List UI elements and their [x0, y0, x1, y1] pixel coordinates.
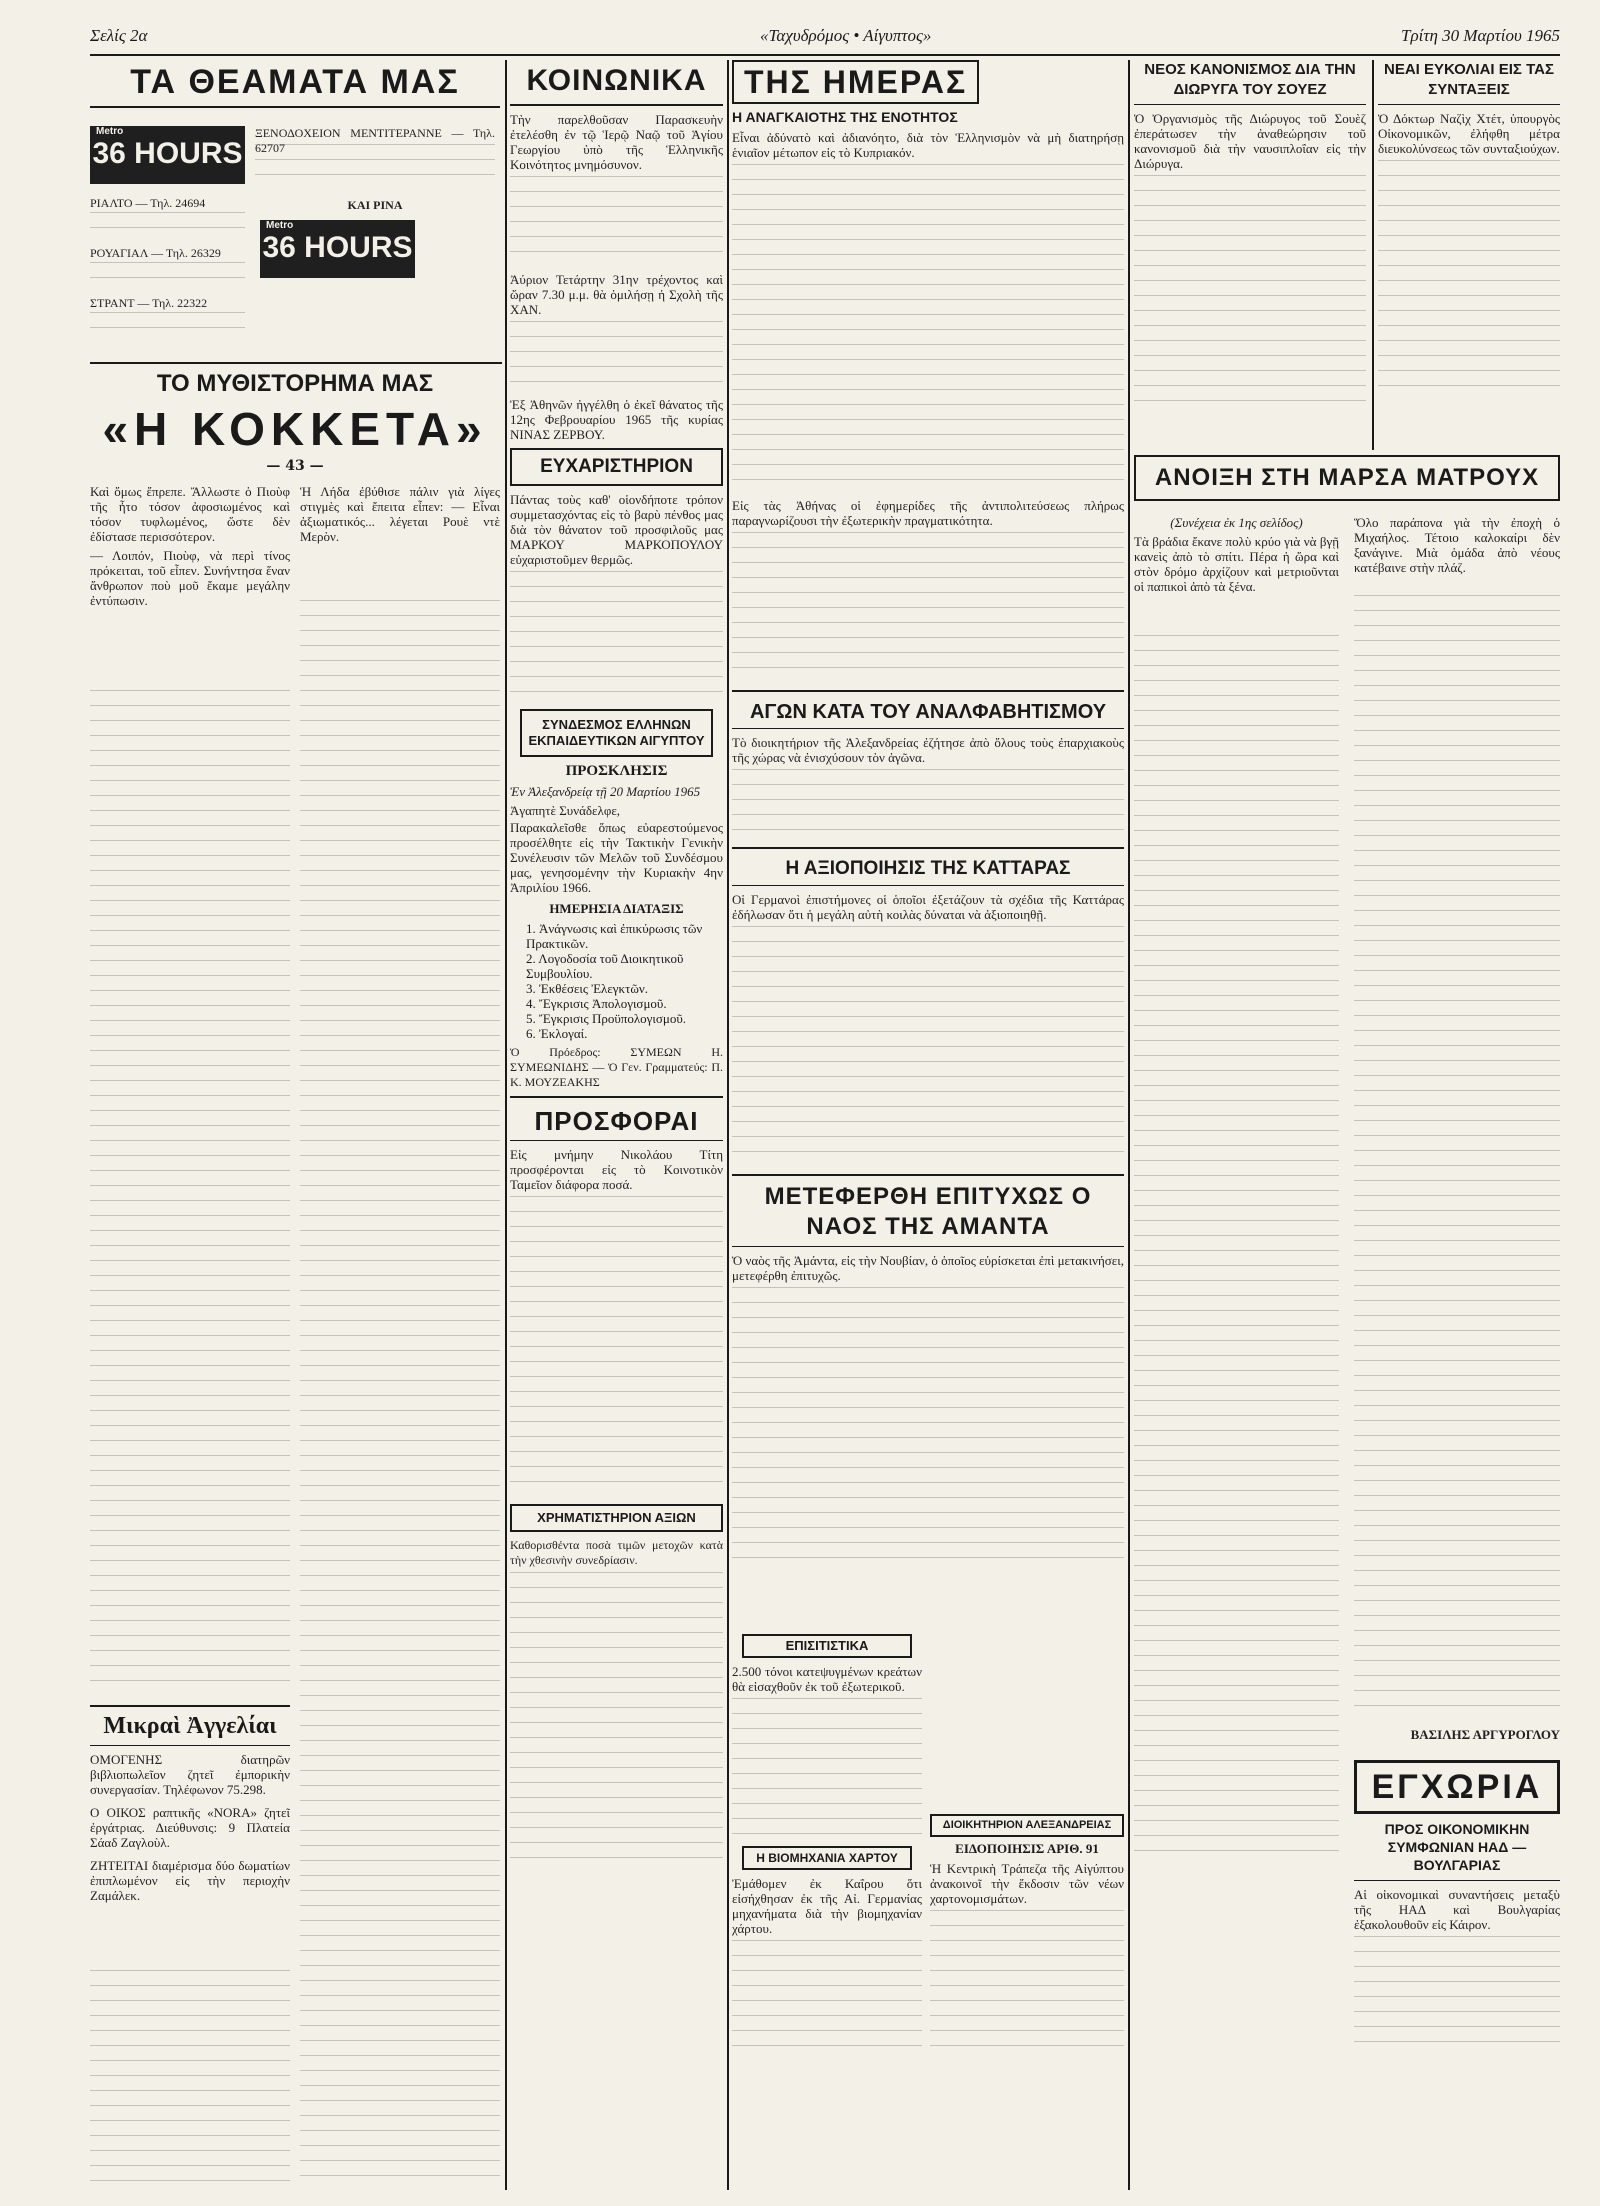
local-news-text: Αἱ οἰκονομικαὶ συναντήσεις μεταξὺ τῆς ΗΑΔ καὶ Βουλγαρίας ἐξακολουθοῦν εἰς Κάιρον. — [1354, 1887, 1560, 1932]
stock-exchange-text: Καθορισθέντα ποσὰ τιμῶν μετοχῶν κατὰ τὴν χθεσινὴν συνεδρίασιν. — [510, 1538, 723, 1567]
suez-title: ΝΕΟΣ ΚΑΝΟΝΙΣΜΟΣ ΔΙΑ ΤΗΝ ΔΙΩΡΥΓΑ ΤΟΥ ΣΟΥΕΖ — [1144, 61, 1356, 98]
section-title: ΤΑ ΘΕΑΜΑΤΑ ΜΑΣ — [130, 63, 460, 101]
pensions-text: Ὁ Δόκτωρ Ναζὶχ Χτέτ, ὑπουργὸς Οἰκονομικῶν, ἐλήφθη μέτρα διευκολύνσεως τῶν συνταξιούχων. — [1378, 111, 1560, 156]
social-paragraph: Ἐξ Ἀθηνῶν ἠγγέλθη ὁ ἐκεῖ θάνατος τῆς 12ης Φεβρουαρίου 1965 τῆς κυρίας ΝΙΝΑΣ ΖΕΡΒΟΥ. — [510, 397, 723, 442]
classified-ad: ΖΗΤΕΙΤΑΙ διαμέρισμα δύο δωματίων ἐπιπλωμένον εἰς τὴν περιοχὴν Ζαμάλεκ. — [90, 1858, 290, 1903]
offers-title: ΠΡΟΣΦΟΡΑΙ — [534, 1106, 699, 1136]
supply-title: ΕΠΙΣΙΤΙΣΤΙΚΑ — [785, 1638, 869, 1653]
feature-paragraph: Ὅλο παράπονα γιὰ τὴν ἐποχὴ ὁ Μιχαήλος. Τέτοιο καλοκαίρι δὲν ξανάγινε. Μιὰ ὁμάδα ἀπὸ νέους κατέβαινε στὴν πλάζ. — [1354, 515, 1560, 575]
invitation-dateline: Ἐν Ἀλεξανδρείᾳ τῇ 20 Μαρτίου 1965 — [510, 784, 701, 799]
literacy-text: Τὸ διοικητήριον τῆς Ἀλεξανδρείας ἐζήτησε ἀπὸ ὅλους τοὺς ἐπαρχιακοὺς τῆς χώρας νὰ ἐνισχύσουν τὸν ἀγῶνα. — [732, 735, 1124, 765]
novel-paragraph: — Λοιπόν, Πιοὺφ, νὰ περὶ τίνος πρόκειται, τοῦ εἶπεν. Συνήντησα ἕναν ἄνθρωπον ποὺ μοῦ ἔκαμε μεγάλην ἐντύπωσιν. — [90, 548, 290, 608]
agenda-list — [510, 921, 723, 1041]
temple-title: ΜΕΤΕΦΕΡΘΗ ΕΠΙΤΥΧΩΣ Ο ΝΑΟΣ ΤΗΣ ΑΜΑΝΤΑ — [764, 1183, 1092, 1240]
feature-paragraph: Τὰ βράδια ἔκανε πολὺ κρύο γιὰ νὰ βγῇ κανεὶς ἀπὸ τὸ σπίτι. Πέρα ἡ ὥρα καὶ στὸν δρόμο ἀρχίζουν καὶ μετριοῦνται οἱ παπικοὶ ἀπὸ τὰ ξένα. — [1134, 534, 1339, 594]
qattara-title: Η ΑΞΙΟΠΟΙΗΣΙΣ ΤΗΣ ΚΑΤΤΑΡΑΣ — [785, 858, 1071, 879]
pensions-title: ΝΕΑΙ ΕΥΚΟΛΙΑΙ ΕΙΣ ΤΑΣ ΣΥΝΤΑΞΕΙΣ — [1384, 61, 1554, 98]
suez-text: Ὁ Ὀργανισμὸς τῆς Διώρυγος τοῦ Σουὲζ ἐπεράτωσεν τὴν ἀναθεώρησιν τοῦ κανονισμοῦ διὰ τὴν ναυσιπλοΐαν εἰς τὴν Διώρυγα. — [1134, 111, 1366, 171]
classified-ad: Ο ΟΙΚΟΣ ραπτικῆς «NORA» ζητεῖ ἐργάτριας. Διεύθυνσις: 9 Πλατεία Σάαδ Ζαγλοὺλ. — [90, 1805, 290, 1850]
notice-box — [510, 448, 723, 486]
page-number: Σελίς 2α — [90, 26, 148, 45]
suez-section — [1134, 60, 1366, 450]
agenda-item: 2. Λογοδοσία τοῦ Διοικητικοῦ Συμβουλίου. — [526, 951, 684, 981]
governorate-box — [930, 1814, 1124, 1837]
agenda-item: 3. Ἐκθέσεις Ἐλεγκτῶν. — [526, 981, 649, 996]
column-rule — [1128, 60, 1130, 2190]
entertainment-section — [90, 60, 500, 360]
novel-body-text — [300, 600, 500, 2190]
agenda-item: 4. Ἔγκρισις Ἀπολογισμοῦ. — [526, 996, 667, 1011]
offers-text: Εἰς μνήμην Νικολάου Τίτη προσφέρονται εἰς τὸ Κοινοτικὸν Ταμεῖον διάφορα ποσά. — [510, 1147, 723, 1192]
continuation-note: (Συνέχεια ἐκ 1ης σελίδος) — [1170, 515, 1303, 530]
movie-caption: ΚΑΙ ΡΙΝΑ — [347, 198, 403, 212]
invitation-greeting: Ἀγαπητὲ Συνάδελφε, — [510, 803, 621, 818]
invitation-heading: ΠΡΟΣΚΛΗΣΙΣ — [565, 763, 668, 779]
column-rule — [727, 60, 729, 2190]
daily-paragraph: Εἶναι ἀδύνατὸ καὶ ἀδιανόητο, διὰ τὸν Ἑλληνισμὸν νὰ μὴ διατηρήσῃ ἑνιαῖον μέτωπον εἰς τὸ Κυπριακόν. — [732, 130, 1124, 160]
classified-ad: ΟΜΟΓΕΝΗΣ διατηρῶν βιβλιοπωλεῖον ζητεῖ ἐμπορικὴν συνεργασίαν. Τηλέφωνον 75.298. — [90, 1752, 290, 1797]
daily-paragraph: Εἰς τὰς Ἀθήνας οἱ ἐφημερίδες τῆς ἀντιπολιτεύσεως πλήρως παραγνωρίζουσι τὴν ἐξωτερικὴν πραγματικότητα. — [732, 498, 1124, 528]
social-paragraph: Ἀύριον Τετάρτην 31ην τρέχοντος καὶ ὥραν 7.30 μ.μ. θὰ ὁμιλήσῃ ἡ Σχολὴ τῆς ΧΑΝ. — [510, 272, 723, 317]
agenda-item: 5. Ἔγκρισις Προϋπολογισμοῦ. — [526, 1011, 687, 1026]
literacy-title: ΑΓΩΝ ΚΑΤΑ ΤΟΥ ΑΝΑΛΦΑΒΗΤΙΣΜΟΥ — [749, 701, 1107, 723]
novel-paragraph: Καὶ ὅμως ἔπρεπε. Ἄλλωστε ὁ Πιοὺφ τῆς ἦτο τόσον ἀφοσιωμένος καὶ τόσον τυφλωμένος, ὥστε δὲν ἐδίστασε περισσότερον. — [90, 484, 290, 544]
association-title: ΣΥΝΔΕΣΜΟΣ ΕΛΛΗΝΩΝ ΕΚΠΑΙΔΕΥΤΙΚΩΝ ΑΙΓΥΠΤΟΥ — [528, 717, 705, 748]
small-ads-title: Μικραὶ Ἀγγελίαι — [103, 1713, 277, 1739]
social-paragraph: Τὴν παρελθοῦσαν Παρασκευὴν ἐτελέσθη ἐν τῷ Ἱερῷ Ναῷ τοῦ Ἁγίου Γεωργίου ὑπὸ τῆς Ἑλληνικῆς Κοινότητος μνημόσυνον. — [510, 112, 723, 172]
social-column — [510, 60, 723, 2190]
cinema-listing: ΡΙΑΛΤΟ — Τηλ. 24694 — [90, 196, 206, 210]
daily-title-box — [732, 60, 979, 104]
local-news-title: ΕΓΧΩΡΙΑ — [1371, 1768, 1543, 1806]
novel-part: — 43 — — [266, 458, 324, 474]
stock-exchange-title: ΧΡΗΜΑΤΙΣΤΗΡΙΟΝ ΑΞΙΩΝ — [537, 1510, 696, 1525]
novel-title: «Η ΚΟΚΚΕΤΑ» — [102, 403, 488, 455]
notice-title: ΕΥΧΑΡΙΣΤΗΡΙΟΝ — [540, 456, 693, 477]
agenda-item: 6. Ἐκλογαί. — [526, 1026, 588, 1041]
masthead-name: «Ταχυδρόμος • Αίγυπτος» — [760, 26, 932, 45]
daily-title: ΤΗΣ ΗΜΕΡΑΣ — [744, 64, 968, 100]
header-rule — [90, 54, 1560, 56]
local-news-section — [1354, 1760, 1560, 2190]
paper-industry-box — [742, 1846, 912, 1870]
column-rule — [1372, 60, 1374, 450]
cinema-listing: ΡΟΥΑΓΙΑΛ — Τηλ. 26329 — [90, 246, 221, 260]
governorate-notice — [930, 1810, 1124, 2190]
notice-text: Πάντας τοὺς καθ' οἱονδήποτε τρόπον συμμετασχόντας εἰς τὸ βαρὺ πένθος μας διὰ τὸν θάνατον τοῦ προσφιλοῦς μας ΜΑΡΚΟΥ ΜΑΡΚΟΠΟΥΛΟΥ εὐχαριστοῦμεν θερμῶς. — [510, 492, 723, 567]
movie-ad: Metro 36 HOURS — [90, 126, 245, 184]
governorate-text: Ἡ Κεντρικὴ Τράπεζα τῆς Αἰγύπτου ἀνακοινοῖ τὴν ἔκδοσιν τῶν νέων χαρτονομισμάτων. — [930, 1861, 1124, 1906]
pensions-section — [1378, 60, 1560, 450]
cinema-listing: ΣΤΡΑΝΤ — Τηλ. 22322 — [90, 296, 208, 310]
agenda-item: 1. Ἀνάγνωσις καὶ ἐπικύρωσις τῶν Πρακτικῶν. — [526, 921, 703, 951]
invitation-signoff: Ὁ Πρόεδρος: ΣΥΜΕΩΝ Η. ΣΥΜΕΩΝΙΔΗΣ — Ὁ Γεν. Γραμματεύς: Π. Κ. ΜΟΥΖΕΑΚΗΣ — [510, 1045, 723, 1089]
novel-body-text — [90, 690, 290, 1690]
temple-text: Ὁ ναὸς τῆς Ἀμάντα, εἰς τὴν Νουβίαν, ὁ ὁποῖος εὑρίσκεται ἐπὶ μετακινήσει, μετεφέρθη ἐπιτυχῶς. — [732, 1253, 1124, 1283]
novel-paragraph: Ἡ Λήδα ἐβύθισε πάλιν γιὰ λίγες στιγμὲς καὶ ἔπειτα εἶπεν: — Εἶναι ἀξιωματικός... λέγεται Ρουὲ ντὲ Μερὸν. — [300, 484, 500, 544]
novel-kicker: ΤΟ ΜΥΘΙΣΤΟΡΗΜΑ ΜΑΣ — [156, 370, 434, 397]
marsa-matruh-section — [1134, 455, 1560, 1875]
agenda-heading: ΗΜΕΡΗΣΙΑ ΔΙΑΤΑΞΙΣ — [549, 901, 684, 916]
governorate-title: ΔΙΟΙΚΗΤΗΡΙΟΝ ΑΛΕΞΑΝΔΡΕΙΑΣ — [942, 1819, 1112, 1831]
local-news-box — [1354, 1760, 1560, 1814]
invitation-body: Παρακαλεῖσθε ὅπως εὐαρεστούμενος προσέλθητε εἰς τὴν Τακτικὴν Γενικὴν Συνέλευσιν τῶν Μελῶν τοῦ Συνδέσμου μας, γενησομένην τὴν Κυριακὴν 4ην Ἀπριλίου 1966. — [510, 820, 723, 895]
supply-text: 2.500 τόνοι κατεψυγμένων κρεάτων θὰ εἰσαχθοῦν ἐκ τοῦ ἐξωτερικοῦ. — [732, 1664, 922, 1694]
supply-column — [732, 1630, 922, 2190]
supply-box — [742, 1634, 912, 1658]
qattara-text: Οἱ Γερμανοὶ ἐπιστήμονες οἱ ὁποῖοι ἐξετάζουν τὰ σχέδια τῆς Καττάρας ἐδήλωσαν ὅτι ἡ μεγάλη αὐτὴ κοιλὰς δύναται νὰ ἀξιοποιηθῇ. — [732, 892, 1124, 922]
stock-exchange-box — [510, 1504, 723, 1532]
daily-subtitle: Η ΑΝΑΓΚΑΙΟΤΗΣ ΤΗΣ ΕΝΟΤΗΤΟΣ — [732, 109, 958, 125]
issue-date: Τρίτη 30 Μαρτίου 1965 — [1401, 26, 1560, 45]
page-header — [90, 26, 1560, 52]
movie-ad: Metro 36 HOURS — [260, 220, 415, 278]
marsa-matruh-box — [1134, 455, 1560, 501]
feature-author: ΒΑΣΙΛΗΣ ΑΡΓΥΡΟΓΛΟΥ — [1410, 1727, 1560, 1742]
local-news-subtitle: ΠΡΟΣ ΟΙΚΟΝΟΜΙΚΗΝ ΣΥΜΦΩΝΙΑΝ ΗΑΔ — ΒΟΥΛΓΑΡΙΑΣ — [1384, 1821, 1530, 1873]
governorate-subtitle: ΕΙΔΟΠΟΙΗΣΙΣ ΑΡΙΘ. 91 — [955, 1841, 1099, 1856]
column-rule — [505, 60, 507, 2190]
social-title: ΚΟΙΝΩΝΙΚΑ — [526, 64, 707, 97]
movie-caption: ΞΕΝΟΔΟΧΕΙΟΝ ΜΕΝΤΙΤΕΡΑΝΝΕ — Τηλ. 62707 — [255, 126, 495, 155]
marsa-matruh-title: ΑΝΟΙΞΗ ΣΤΗ ΜΑΡΣΑ ΜΑΤΡΟΥΧ — [1154, 464, 1540, 491]
paper-industry-text: Ἐμάθομεν ἐκ Καΐρου ὅτι εἰσήχθησαν ἐκ τῆς Αἰ. Γερμανίας μηχανήματα διὰ τὴν βιομηχανίαν χάρτου. — [732, 1876, 922, 1936]
paper-industry-title: Η ΒΙΟΜΗΧΑΝΙΑ ΧΑΡΤΟΥ — [756, 1851, 898, 1865]
association-box — [520, 709, 713, 757]
